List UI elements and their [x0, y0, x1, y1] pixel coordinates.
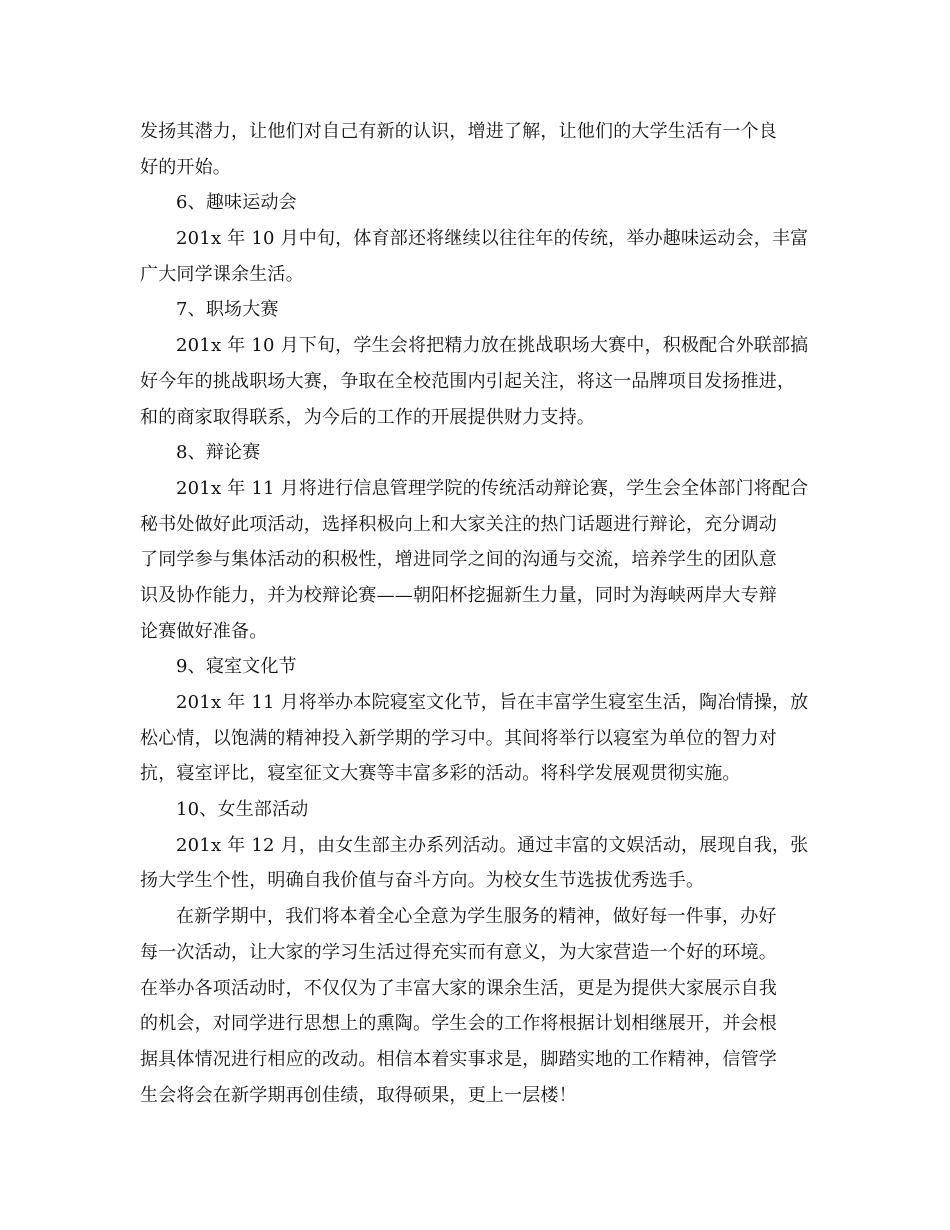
text-line: 在新学期中，我们将本着全心全意为学生服务的精神，做好每一件事，办好 [176, 906, 777, 928]
text-line: 9、寝室文化节 [176, 656, 297, 678]
text-line: 201x 年 10 月下旬，学生会将把精力放在挑战职场大赛中，积极配合外联部搞 [176, 335, 809, 357]
text-line: 好的开始。 [140, 156, 231, 178]
text-line: 扬大学生个性，明确自我价值与奋斗方向。为校女生节选拔优秀选手。 [140, 870, 705, 892]
text-line: 识及协作能力，并为校辩论赛——朝阳杯挖掘新生力量，同时为海峡两岸大专辩 [140, 584, 777, 606]
text-line: 的机会，对同学进行思想上的熏陶。学生会的工作将根据计划相继展开，并会根 [140, 1013, 777, 1035]
document-body [140, 114, 815, 1113]
text-line: 8、辩论赛 [176, 442, 261, 464]
text-line: 论赛做好准备。 [140, 620, 268, 642]
text-line: 了同学参与集体活动的积极性，增进同学之间的沟通与交流，培养学生的团队意 [140, 549, 777, 571]
text-line: 生会将会在新学期再创佳绩，取得硕果，更上一层楼！ [140, 1084, 577, 1106]
text-line: 201x 年 11 月将进行信息管理学院的传统活动辩论赛，学生会全体部门将配合 [176, 477, 809, 499]
text-line: 广大同学课余生活。 [140, 263, 304, 285]
text-line: 201x 年 12 月，由女生部主办系列活动。通过丰富的文娱活动，展现自我，张 [176, 834, 809, 856]
text-line: 抗，寝室评比，寝室征文大赛等丰富多彩的活动。将科学发展观贯彻实施。 [140, 763, 741, 785]
text-line: 在举办各项活动时，不仅仅为了丰富大家的课余生活，更是为提供大家展示自我 [140, 977, 777, 999]
text-line: 好今年的挑战职场大赛，争取在全校范围内引起关注，将这一品牌项目发扬推进， [140, 370, 796, 392]
text-line: 据具体情况进行相应的改动。相信本着实事求是，脚踏实地的工作精神，信管学 [140, 1048, 777, 1070]
text-line: 7、职场大赛 [176, 299, 279, 321]
text-line: 每一次活动，让大家的学习生活过得充实而有意义，为大家营造一个好的环境。 [140, 941, 777, 963]
text-line: 松心情，以饱满的精神投入新学期的学习中。其间将举行以寝室为单位的智力对 [140, 727, 777, 749]
text-line: 201x 年 11 月将举办本院寝室文化节，旨在丰富学生寝室生活，陶冶情操，放 [176, 692, 809, 713]
text-line: 和的商家取得联系，为今后的工作的开展提供财力支持。 [140, 406, 595, 428]
text-line: 秘书处做好此项活动，选择积极向上和大家关注的热门话题进行辩论，充分调动 [140, 513, 777, 535]
text-line: 10、女生部活动 [176, 799, 309, 821]
text-line: 发扬其潜力，让他们对自己有新的认识，增进了解，让他们的大学生活有一个良 [140, 121, 777, 142]
text-line: 201x 年 10 月中旬，体育部还将继续以往往年的传统，举办趣味运动会，丰富 [176, 228, 809, 250]
text-line: 6、趣味运动会 [176, 192, 297, 214]
